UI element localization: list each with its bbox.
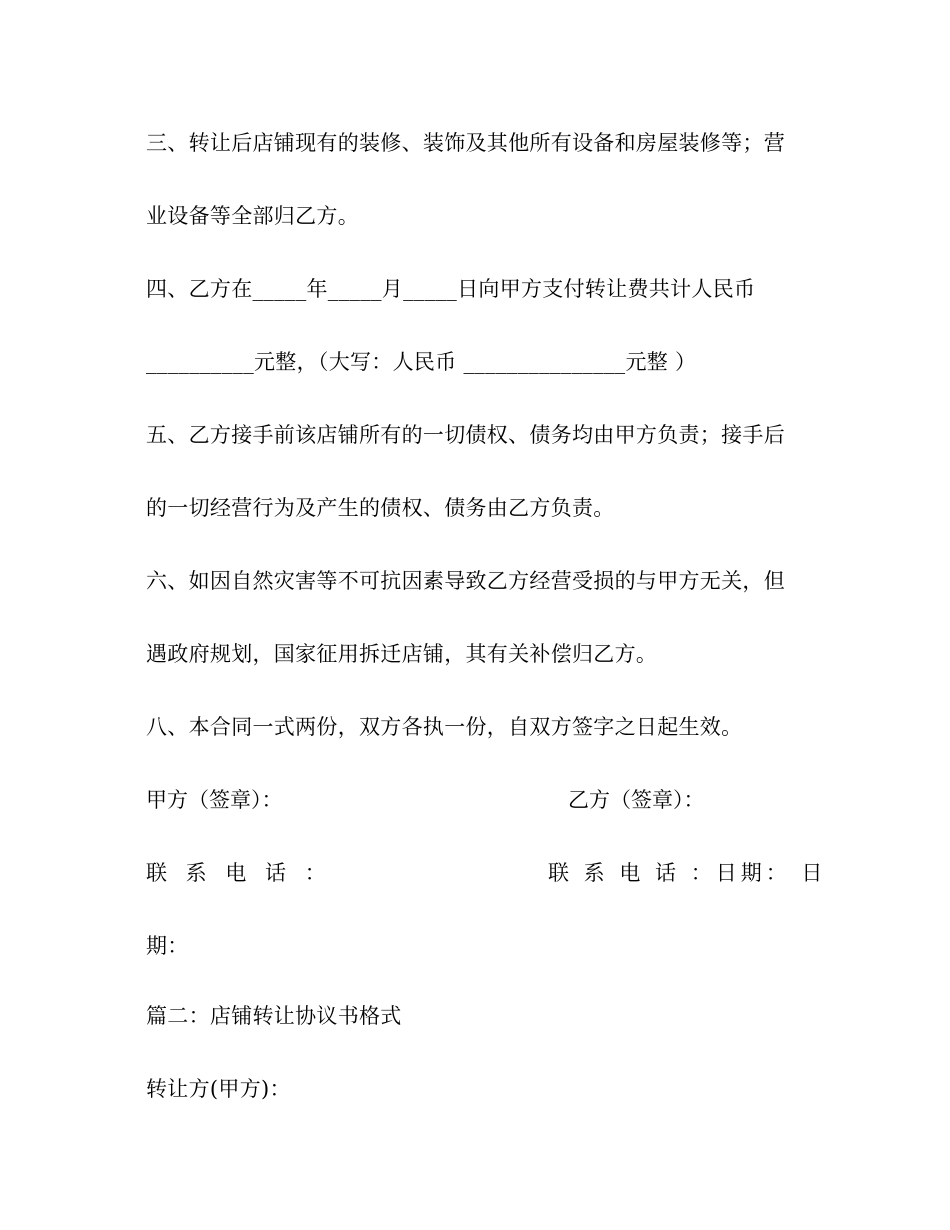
clause-4-line-1: 四、乙方在_____年_____月_____日向甲方支付转让费共计人民币: [146, 277, 756, 301]
party-a-signature-label: 甲方（签章）：: [146, 788, 283, 812]
party-a-contact-label: 联 系 电 话 ：: [146, 861, 332, 885]
party-b-signature-label: 乙方（签章）：: [568, 788, 705, 812]
clause-3-line-1: 三、转让后店铺现有的装修、装饰及其他所有设备和房屋装修等；营: [146, 131, 785, 155]
clause-6-line-2: 遇政府规划，国家征用拆迁店铺，其有关补偿归乙方。: [146, 642, 658, 666]
clause-6-line-1: 六、如因自然灾害等不可抗因素导致乙方经营受损的与甲方无关，但: [146, 569, 785, 593]
date-label-continued: 期：: [146, 934, 189, 958]
clause-5-line-2: 的一切经营行为及产生的债权、债务由乙方负责。: [146, 496, 615, 520]
clause-5-line-1: 五、乙方接手前该店铺所有的一切债权、债务均由甲方负责；接手后: [146, 423, 785, 447]
transferor-label: 转让方(甲方)：: [146, 1077, 291, 1101]
clause-8: 八、本合同一式两份，双方各执一份，自双方签字之日起生效。: [146, 715, 743, 739]
part-two-title: 篇二：店铺转让协议书格式: [146, 1004, 402, 1028]
party-b-contact-label: 联 系 电 话 ：日期： 日: [548, 861, 827, 885]
clause-3-line-2: 业设备等全部归乙方。: [146, 204, 359, 228]
clause-4-line-2: __________元整，（大写：人民币 _______________元整 ）: [146, 350, 697, 374]
